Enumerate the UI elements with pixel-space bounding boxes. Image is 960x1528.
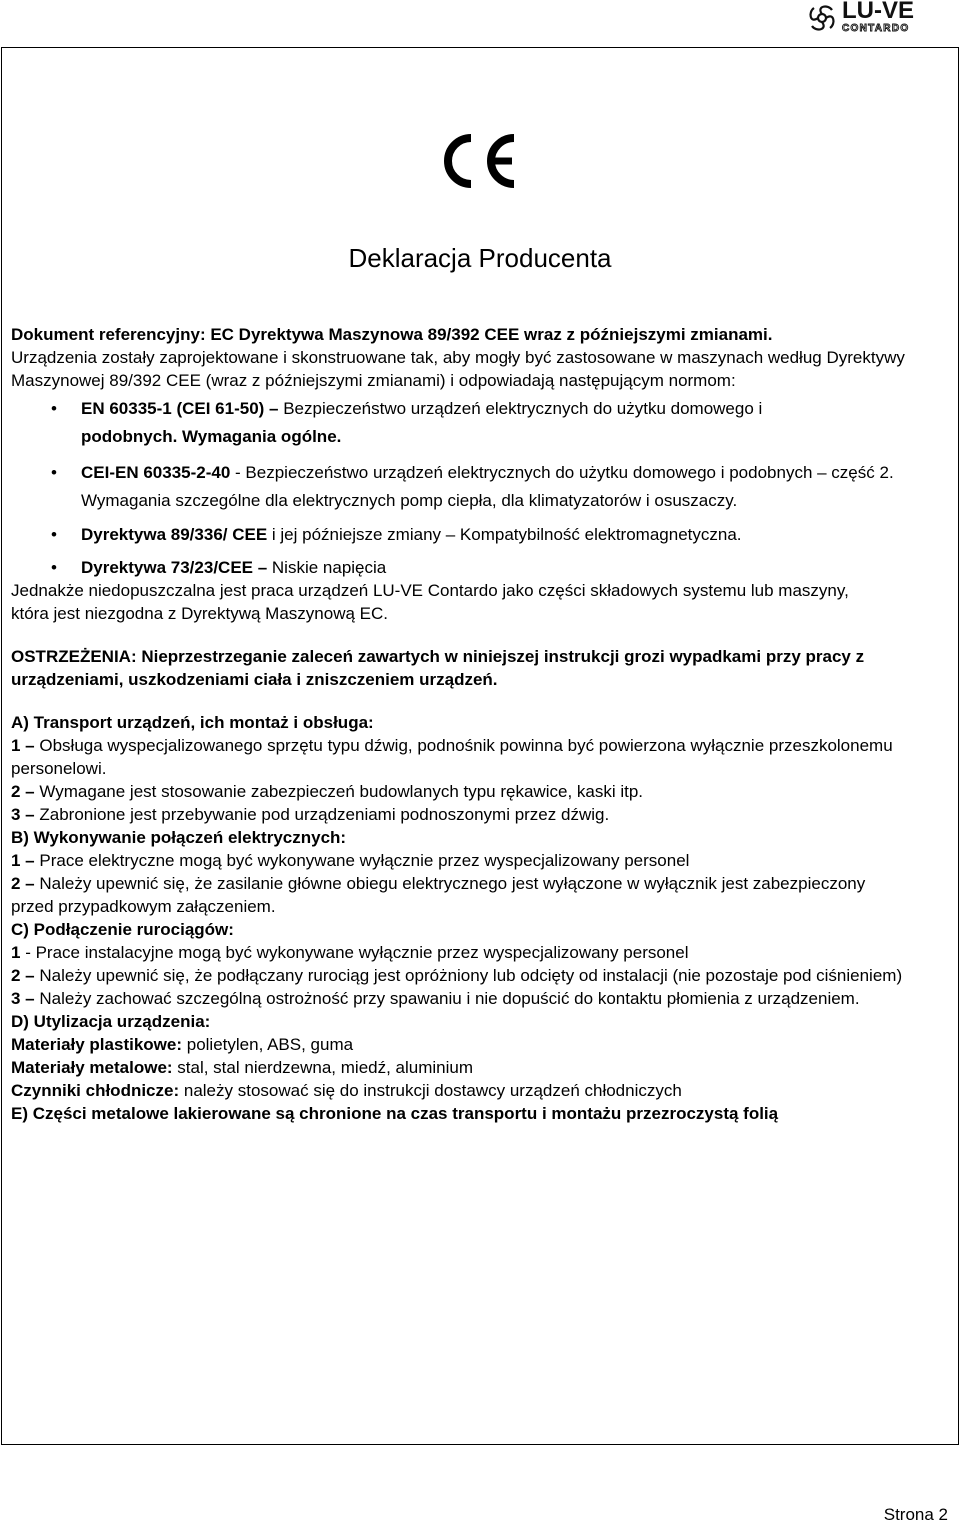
fan-swirl-icon [806,2,838,34]
ce-mark-icon [444,132,518,190]
reference-line: Dokument referencyjny: EC Dyrektywa Maszynowa 89/392 CEE wraz z późniejszymi zmianami. [11,325,773,344]
page-number: Strona 2 [883,1505,948,1524]
list-item: 1 – Prace elektryczne mogą być wykonywane wyłącznie przez wyspecjalizowany personel [11,851,690,870]
section-heading: C) Podłączenie rurociągów: [11,920,234,939]
list-item: 2 – Wymagane jest stosowanie zabezpieczeń budowlanych typu rękawice, kaski itp. [11,782,644,801]
list-item: 2 – Należy upewnić się, że podłączany rurociąg jest opróżniony lub odcięty od instalacji (nie pozostaje pod ciśnieniem) [11,966,903,985]
section-a [11,711,951,826]
however-paragraph: Jednakże niedopuszczalna jest praca urządzeń LU-VE Contardo jako części składowych systemu lub maszyny, [11,581,849,600]
logo-subtext: CONTARDO [842,23,910,34]
document-body [11,323,951,1125]
section-heading: B) Wykonywanie połączeń elektrycznych: [11,828,347,847]
list-item-continuation: przed przypadkowym załączeniem. [11,897,276,916]
standards-list [11,395,951,579]
list-item: • CEI-EN 60335-2-40 - Bezpieczeństwo urządzeń elektrycznych do użytku domowego i podobnych – część 2. Wymagania szczególne dla elektrycznych pomp ciepła, dla klimatyzatorów i osuszaczy. [11,459,951,515]
however-paragraph-end: która jest niezgodna z Dyrektywą Maszynową EC. [11,604,388,623]
intro-paragraph: Urządzenia zostały zaprojektowane i skonstruowane tak, aby mogły być zastosowane w maszynach według Dyrektywy Maszynowej 89/392 CEE (wraz z późniejszymi zmianami) i odpowiadają następującym normom: [11,348,905,390]
section-heading: D) Utylizacja urządzenia: [11,1012,211,1031]
warning-paragraph: OSTRZEŻENIA: Nieprzestrzeganie zaleceń zawartych w niniejszej instrukcji grozi wypadkami przy pracy z urządzeniami, uszkodzeniami ciała i zniszczeniem urządzeń. [11,647,865,689]
section-b [11,826,951,918]
list-item: 1 - Prace instalacyjne mogą być wykonywane wyłącznie przez wyspecjalizowany personel [11,943,689,962]
logo-text: LU-VE [842,0,914,24]
list-item: Czynniki chłodnicze: należy stosować się do instrukcji dostawcy urządzeń chłodniczych [11,1081,682,1100]
section-c [11,918,951,1010]
lu-ve-logo [806,0,956,38]
section-e: E) Części metalowe lakierowane są chronione na czas transportu i montażu przezroczystą folią [11,1104,779,1123]
list-item: • EN 60335-1 (CEI 61-50) – Bezpieczeństwo urządzeń elektrycznych do użytku domowego i podobnych. Wymagania ogólne. [11,395,951,451]
list-item: • Dyrektywa 73/23/CEE – Niskie napięcia [11,556,951,579]
document-title: Deklaracja Producenta [348,243,612,273]
list-item: 3 – Zabronione jest przebywanie pod urządzeniami podnoszonymi przez dźwig. [11,805,610,824]
list-item: 2 – Należy upewnić się, że zasilanie główne obiegu elektrycznego jest wyłączone w wyłącznik jest zabezpieczony [11,874,866,893]
list-item: • Dyrektywa 89/336/ CEE i jej późniejsze zmiany – Kompatybilność elektromagnetyczna. [11,523,951,546]
list-item: Materiały plastikowe: polietylen, ABS, guma [11,1035,354,1054]
list-item: Materiały metalowe: stal, stal nierdzewna, miedź, aluminium [11,1058,474,1077]
list-item: 1 – Obsługa wyspecjalizowanego sprzętu typu dźwig, podnośnik powinna być powierzona wyłącznie przeszkolonemu personelowi. [11,736,893,778]
list-item: 3 – Należy zachować szczególną ostrożność przy spawaniu i nie dopuścić do kontaktu płomienia z urządzeniem. [11,989,860,1008]
section-d [11,1010,951,1102]
section-heading: A) Transport urządzeń, ich montaż i obsługa: [11,713,374,732]
